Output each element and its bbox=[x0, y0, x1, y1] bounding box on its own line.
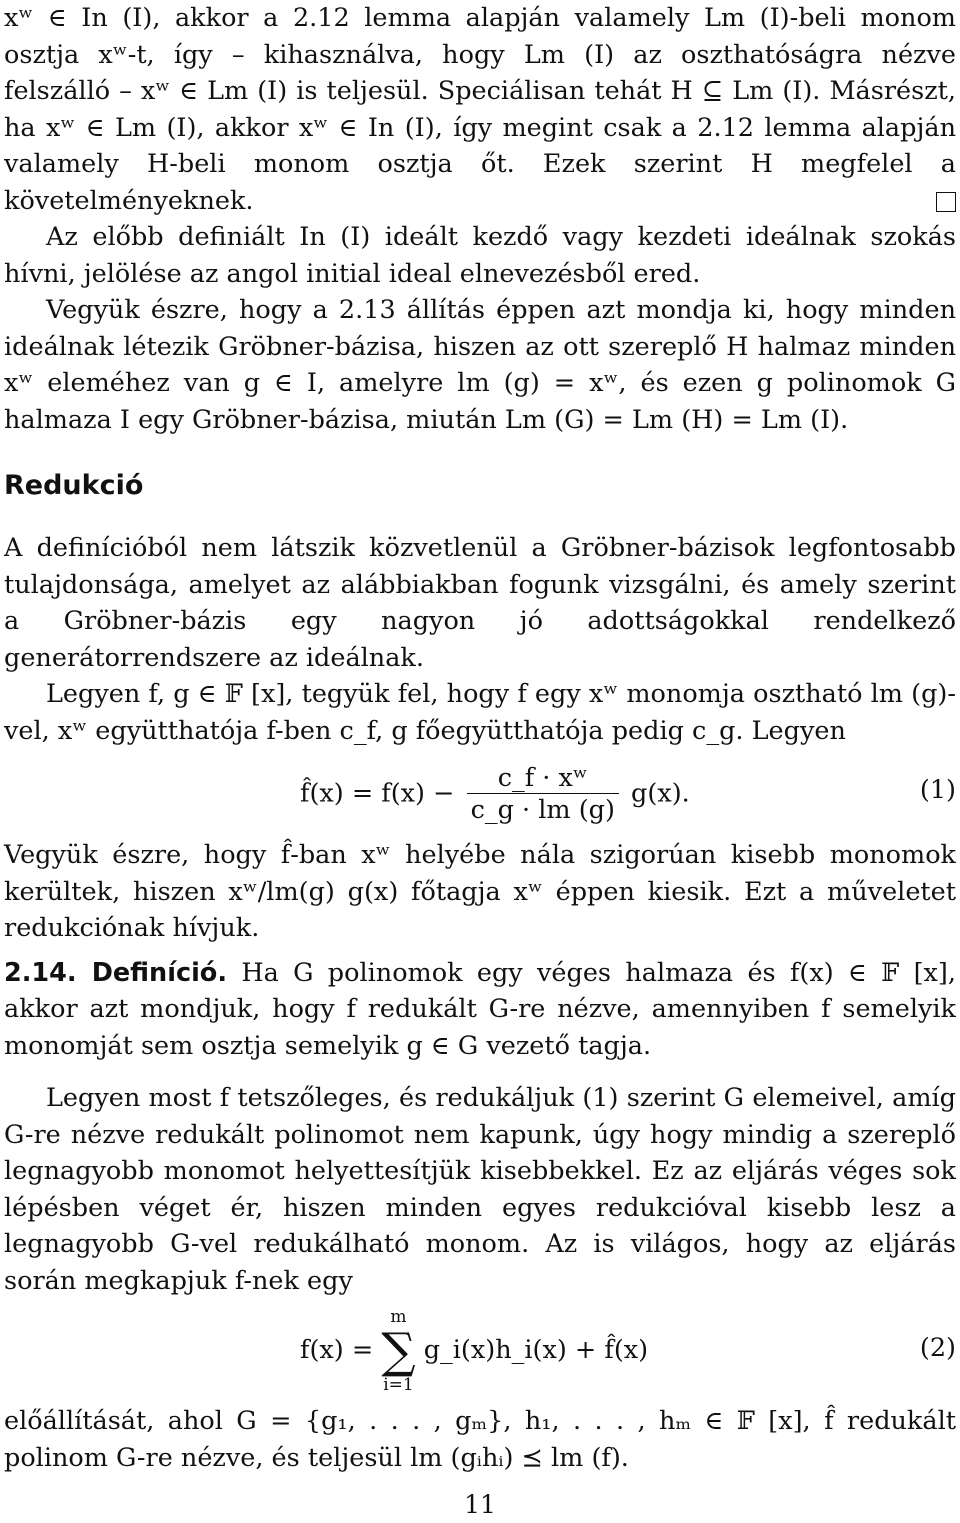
paragraph-reduction-intro: A definícióból nem látszik közvetlenül a Gröbner-bázisok legfontosabb tulajdonsága, amelyet az alábbiakban fogunk vizsgálni, és amely szerint a Gröbner-bázis egy nagyon jó adottságokkal rendelkező generátorrendszere az ideálnak. bbox=[4, 533, 956, 673]
definition-2-14 bbox=[4, 955, 956, 1065]
paragraph-proof-end bbox=[4, 0, 956, 219]
definition-text: Ha G polinomok egy véges halmaza és f(x) ∈ 𝔽 [x], akkor azt mondjuk, hogy f redukált G-re nézve, amennyiben f semelyik monomját sem osztja semelyik g ∈ G vezető tagja. bbox=[4, 957, 956, 1061]
proof-text: xʷ ∈ In (I), akkor a 2.12 lemma alapján valamely Lm (I)-beli monom osztja xʷ-t, így – kihasználva, hogy Lm (I) az oszthatóságra nézve felszálló – xʷ ∈ Lm (I) is teljesül. Speciálisan tehát H ⊆ Lm (I). Másrészt, ha xʷ ∈ Lm (I), akkor xʷ ∈ In (I), így megint csak a 2.12 lemma alapján valamely H-beli monom osztja őt. Ezek szerint H megfelel a követelményeknek. bbox=[4, 3, 956, 216]
equation-1-body bbox=[300, 763, 690, 826]
equation-2-body bbox=[300, 1307, 648, 1395]
page-content bbox=[4, 0, 956, 1476]
equation-1 bbox=[4, 753, 956, 833]
equation-2-rhs: g_i(x)h_i(x) + f̂(x) bbox=[423, 1335, 649, 1365]
paragraph-grobner-existence: Vegyük észre, hogy a 2.13 állítás éppen azt mondja ki, hogy minden ideálnak létezik Gröbner-bázisa, hiszen az ott szereplő H halmaz minden xʷ eleméhez van g ∈ I, amelyre lm (g) = xʷ, és ezen g polinomok G halmaza I egy Gröbner-bázisa, miután Lm (G) = Lm (H) = Lm (I). bbox=[4, 295, 956, 435]
equation-1-numerator: c_f · xʷ bbox=[467, 763, 619, 794]
sigma-symbol: ∑ bbox=[381, 1323, 416, 1379]
equation-1-lhs: f̂(x) = f(x) − bbox=[300, 778, 455, 809]
equation-1-fraction bbox=[467, 763, 619, 826]
paragraph-representation: előállítását, ahol G = {g₁, . . . , gₘ}, h₁, . . . , hₘ ∈ 𝔽 [x], f̂ redukált polinom G-re nézve, és teljesül lm (gᵢhᵢ) ⪯ lm (f). bbox=[4, 1406, 956, 1473]
paragraph-reduction-remark: Vegyük észre, hogy f̂-ban xʷ helyébe nála szigorúan kisebb monomok kerültek, hiszen xʷ/lm(g) g(x) főtagja xʷ éppen kiesik. Ezt a műveletet redukciónak hívjuk. bbox=[4, 840, 956, 943]
section-heading-reduction: Redukció bbox=[4, 470, 144, 501]
paragraph-reduction-procedure: Legyen most f tetszőleges, és redukáljuk (1) szerint G elemeivel, amíg G-re nézve redukált polinomot nem kapunk, úgy hogy mindig a szereplő legnagyobb monomot helyettesítjük kisebbekkel. Ez az eljárás véges sok lépésben véget ér, hiszen minden egyes redukcióval kisebb lesz a legnagyobb G-vel redukálható monom. Az is világos, hogy az eljárás során megkapjuk f-nek egy bbox=[4, 1083, 956, 1296]
equation-1-denominator: c_g · lm (g) bbox=[470, 795, 615, 825]
paragraph-reduction-setup: Legyen f, g ∈ 𝔽 [x], tegyük fel, hogy f egy xʷ monomja osztható lm (g)-vel, xʷ együtthatója f-ben c_f, g főegyütthatója pedig c_g. Legyen bbox=[4, 679, 956, 746]
sum-upper-limit: m bbox=[390, 1307, 407, 1327]
equation-2-sum bbox=[381, 1307, 415, 1395]
definition-label: 2.14. Definíció. bbox=[4, 957, 228, 988]
equation-2-label: (2) bbox=[919, 1333, 956, 1363]
equation-2 bbox=[4, 1303, 956, 1399]
qed-box-icon bbox=[936, 192, 956, 212]
equation-2-lhs: f(x) = bbox=[300, 1335, 374, 1365]
equation-1-label: (1) bbox=[919, 775, 956, 805]
paragraph-initial-ideal: Az előbb definiált In (I) ideált kezdő vagy kezdeti ideálnak szokás hívni, jelölése az angol initial ideal elnevezésből ered. bbox=[4, 222, 956, 289]
page-number: 11 bbox=[464, 1490, 496, 1519]
sum-lower-limit: i=1 bbox=[383, 1375, 414, 1395]
equation-1-rhs: g(x). bbox=[631, 778, 690, 809]
